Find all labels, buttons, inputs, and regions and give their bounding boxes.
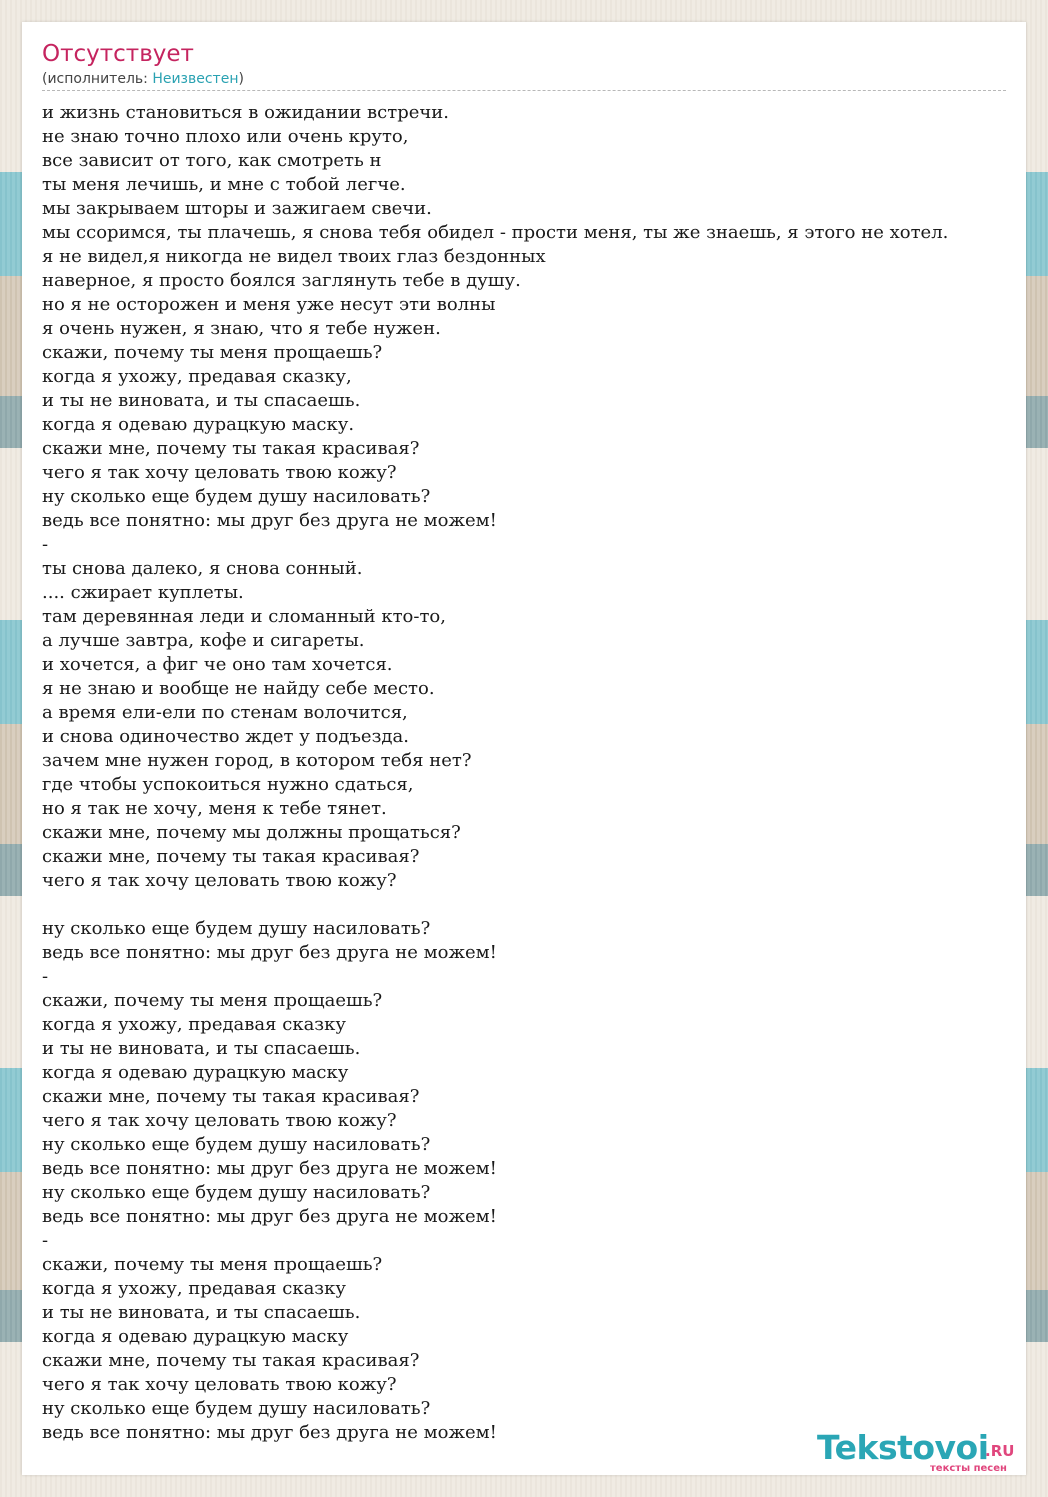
lyric-line: чего я так хочу целовать твою кожу? (42, 462, 397, 483)
artist-suffix: ) (238, 71, 244, 87)
artist-link[interactable]: Неизвестен (152, 71, 239, 87)
lyric-line: ну сколько еще будем душу насиловать? (42, 1182, 431, 1203)
lyric-line: скажи, почему ты меня прощаешь? (42, 1254, 383, 1275)
lyric-line: я не видел,я никогда не видел твоих глаз бездонных (42, 246, 546, 267)
lyric-line: я не знаю и вообще не найду себе место. (42, 678, 435, 699)
lyric-line: там деревянная леди и сломанный кто-то, (42, 606, 446, 627)
lyric-line: и снова одиночество ждет у подъезда. (42, 726, 409, 747)
lyric-line: скажи, почему ты меня прощаешь? (42, 342, 383, 363)
lyric-line: я очень нужен, я знаю, что я тебе нужен. (42, 318, 441, 339)
lyric-line (42, 893, 1048, 917)
lyric-line: а время ели-ели по стенам волочится, (42, 702, 408, 723)
lyric-line: - (42, 1230, 49, 1251)
artist-prefix: (исполнитель: (42, 71, 153, 87)
lyric-line: скажи мне, почему ты такая красивая? (42, 1086, 420, 1107)
lyric-line: ведь все понятно: мы друг без друга не можем! (42, 1422, 497, 1443)
lyric-line: .... сжирает куплеты. (42, 582, 244, 603)
lyric-line: мы ссоримся, ты плачешь, я снова тебя обидел - прости меня, ты же знаешь, я этого не хотел. (42, 222, 949, 243)
lyric-line: - (42, 534, 49, 555)
logo-tagline: тексты песен (930, 1463, 1007, 1474)
lyric-line: мы закрываем шторы и зажигаем свечи. (42, 198, 432, 219)
lyric-line: зачем мне нужен город, в котором тебя нет? (42, 750, 472, 771)
lyric-line: ну сколько еще будем душу насиловать? (42, 486, 431, 507)
lyric-line: все зависит от того, как смотреть н (42, 150, 382, 171)
lyric-line: когда я ухожу, предавая сказку (42, 1014, 346, 1035)
lyric-line: ведь все понятно: мы друг без друга не можем! (42, 1158, 497, 1179)
artist-line (42, 71, 244, 87)
lyric-line: ведь все понятно: мы друг без друга не можем! (42, 1206, 497, 1227)
lyric-line: но я не осторожен и меня уже несут эти волны (42, 294, 496, 315)
lyric-line: ну сколько еще будем душу насиловать? (42, 1134, 431, 1155)
lyric-line: и ты не виновата, и ты спасаешь. (42, 1038, 361, 1059)
lyric-line: ты меня лечишь, и мне с тобой легче. (42, 174, 406, 195)
lyric-line: и ты не виновата, и ты спасаешь. (42, 390, 361, 411)
lyric-line: ведь все понятно: мы друг без друга не можем! (42, 942, 497, 963)
lyric-line: когда я одеваю дурацкую маску (42, 1062, 349, 1083)
lyric-line: скажи, почему ты меня прощаешь? (42, 990, 383, 1011)
lyric-line: скажи мне, почему мы должны прощаться? (42, 822, 461, 843)
lyric-line: когда я одеваю дурацкую маску. (42, 414, 355, 435)
lyric-line: чего я так хочу целовать твою кожу? (42, 1374, 397, 1395)
lyric-line: где чтобы успокоиться нужно сдаться, (42, 774, 414, 795)
lyric-line: и хочется, а фиг че оно там хочется. (42, 654, 393, 675)
lyric-line: чего я так хочу целовать твою кожу? (42, 1110, 397, 1131)
lyric-line: наверное, я просто боялся заглянуть тебе в душу. (42, 270, 521, 291)
lyric-line: когда я ухожу, предавая сказку (42, 1278, 346, 1299)
lyrics-page (22, 22, 1026, 1475)
lyric-line: когда я ухожу, предавая сказку, (42, 366, 352, 387)
song-title: Отсутствует (42, 41, 194, 67)
lyric-line: когда я одеваю дурацкую маску (42, 1326, 349, 1347)
site-logo[interactable] (817, 1428, 1027, 1476)
logo-wordmark: Tekstovoi (817, 1428, 989, 1467)
lyric-line: и жизнь становиться в ожидании встречи. (42, 102, 450, 123)
lyric-line: скажи мне, почему ты такая красивая? (42, 1350, 420, 1371)
lyric-line: ну сколько еще будем душу насиловать? (42, 918, 431, 939)
lyric-line: ведь все понятно: мы друг без друга не можем! (42, 510, 497, 531)
lyric-line: чего я так хочу целовать твою кожу? (42, 870, 397, 891)
lyric-line: но я так не хочу, меня к тебе тянет. (42, 798, 387, 819)
lyric-line: ну сколько еще будем душу насиловать? (42, 1398, 431, 1419)
lyric-line: ты снова далеко, я снова сонный. (42, 558, 363, 579)
lyrics-text (42, 101, 1048, 1445)
lyric-line: - (42, 966, 49, 987)
lyric-line: не знаю точно плохо или очень круто, (42, 126, 409, 147)
lyric-line: скажи мне, почему ты такая красивая? (42, 438, 420, 459)
lyric-line: скажи мне, почему ты такая красивая? (42, 846, 420, 867)
title-divider (42, 90, 1006, 91)
logo-tld: .RU (985, 1442, 1015, 1460)
lyric-line: и ты не виновата, и ты спасаешь. (42, 1302, 361, 1323)
lyric-line: а лучше завтра, кофе и сигареты. (42, 630, 365, 651)
